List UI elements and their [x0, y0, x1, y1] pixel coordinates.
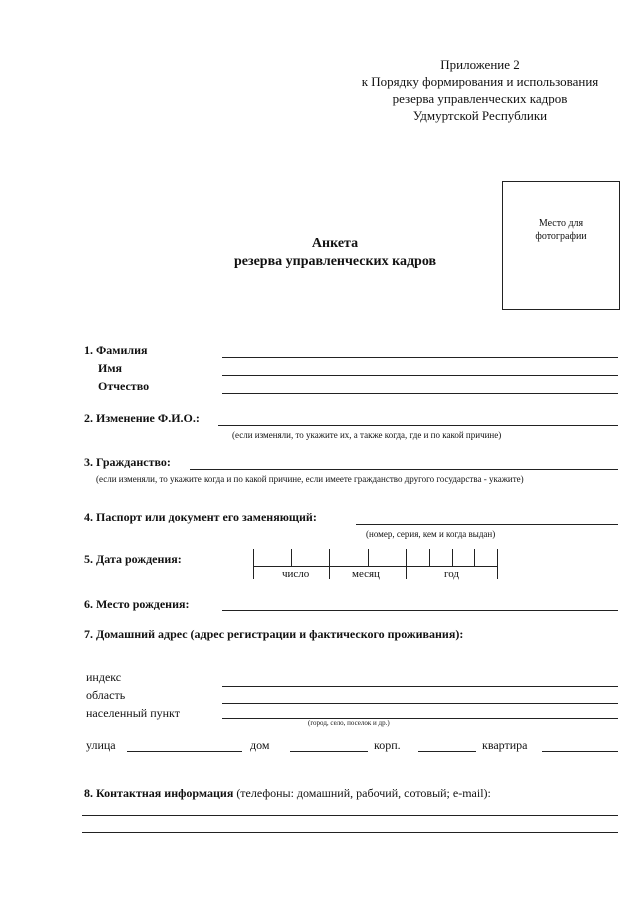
locality-field[interactable]	[222, 718, 618, 719]
home-address-label: 7. Домашний адрес (адрес регистрации и фактического проживания):	[84, 627, 464, 641]
patronymic-label: Отчество	[98, 379, 150, 393]
house-label: дом	[250, 738, 270, 752]
name-change-label: 2. Изменение Ф.И.О.:	[84, 411, 200, 425]
street-label: улица	[86, 738, 116, 752]
photo-placeholder-line-1: Место для	[538, 218, 584, 229]
appendix-line-4: Удмуртской Республики	[412, 108, 548, 123]
name-change-field[interactable]	[218, 425, 618, 426]
appendix-header	[330, 56, 630, 124]
surname-label: 1. Фамилия	[84, 343, 148, 357]
index-label: индекс	[86, 670, 122, 684]
region-field[interactable]	[222, 703, 618, 704]
birth-date-label: 5. Дата рождения:	[84, 552, 182, 566]
date-tick	[497, 549, 498, 579]
birth-date-baseline	[253, 566, 497, 567]
date-tick	[474, 549, 475, 566]
photo-placeholder-box[interactable]	[502, 181, 620, 310]
photo-placeholder-line-2: фотографии	[535, 231, 587, 242]
surname-field[interactable]	[222, 357, 618, 358]
date-tick	[429, 549, 430, 566]
name-label: Имя	[98, 361, 122, 375]
birth-place-field[interactable]	[222, 610, 618, 611]
locality-hint: (город, село, поселок и др.)	[308, 719, 390, 727]
passport-field[interactable]	[356, 524, 618, 525]
citizenship-hint: (если изменяли, то укажите когда и по какой причине, если имеете гражданство другого государства - укажите)	[96, 474, 524, 484]
date-tick	[329, 549, 330, 579]
birth-date-day-label: число	[282, 568, 310, 580]
birth-date-month-label: месяц	[352, 568, 380, 580]
contact-info-label: 8. Контактная информация	[84, 786, 234, 800]
date-tick	[452, 549, 453, 566]
appendix-line-2: к Порядку формирования и использования	[361, 74, 599, 89]
passport-hint: (номер, серия, кем и когда выдан)	[366, 529, 496, 539]
appendix-line-1: Приложение 2	[440, 57, 520, 72]
form-title	[210, 235, 460, 271]
apartment-label: квартира	[482, 738, 528, 752]
citizenship-label: 3. Гражданство:	[84, 455, 171, 469]
appendix-line-3: резерва управленческих кадров	[392, 91, 568, 106]
date-tick	[406, 549, 407, 579]
birth-date-year-label: год	[444, 568, 460, 580]
name-field[interactable]	[222, 375, 618, 376]
contact-info-hint: (телефоны: домашний, рабочий, сотовый; e-mail):	[236, 786, 491, 800]
date-tick	[368, 549, 369, 566]
date-tick	[253, 549, 254, 579]
region-label: область	[86, 688, 126, 702]
street-field[interactable]	[127, 751, 242, 752]
building-field[interactable]	[418, 751, 476, 752]
building-label: корп.	[374, 738, 401, 752]
birth-place-label: 6. Место рождения:	[84, 597, 190, 611]
locality-label: населенный пункт	[86, 706, 180, 720]
index-field[interactable]	[222, 686, 618, 687]
patronymic-field[interactable]	[222, 393, 618, 394]
passport-label: 4. Паспорт или документ его заменяющий:	[84, 510, 317, 524]
date-tick	[291, 549, 292, 566]
citizenship-field[interactable]	[190, 469, 618, 470]
form-title-line-2: резерва управленческих кадров	[233, 254, 437, 269]
contact-info-field-2[interactable]	[82, 832, 618, 833]
contact-info-heading	[84, 786, 491, 801]
form-title-line-1: Анкета	[311, 236, 359, 251]
name-change-hint: (если изменяли, то укажите их, а также когда, где и по какой причине)	[232, 430, 502, 440]
house-field[interactable]	[290, 751, 368, 752]
contact-info-field-1[interactable]	[82, 815, 618, 816]
apartment-field[interactable]	[542, 751, 618, 752]
